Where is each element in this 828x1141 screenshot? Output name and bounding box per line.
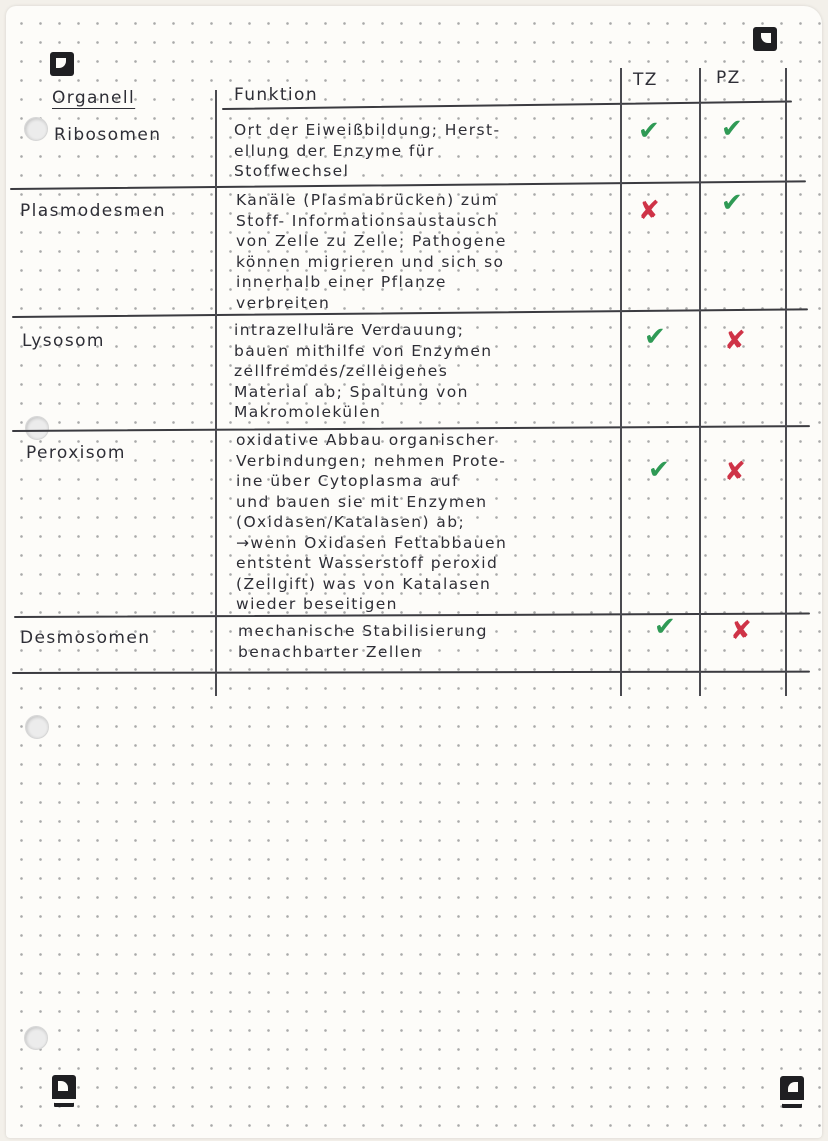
- check-icon: ✔: [654, 612, 676, 642]
- check-icon: ✔: [644, 322, 666, 352]
- cross-icon: ✘: [724, 457, 746, 487]
- cross-icon: ✘: [724, 326, 746, 356]
- column-header-tz: TZ: [633, 70, 658, 90]
- organelle-function: Ort der Eiweißbildung; Herst- ellung der Enzyme für Stoffwechsel: [234, 121, 501, 180]
- binder-hole-icon: [25, 416, 49, 440]
- organelle-function: oxidative Abbau organischer Verbindungen; nehmen Prote- ine über Cytoplasma auf und bauen sie mit Enzymen (Oxidasen/Katalasen) ab; →wenn Oxidasen Fettabbauen entstent Wasserstoff peroxid (Zellgift) was von Katalasen wieder beseitigen: [236, 431, 508, 613]
- corner-marker-icon: [50, 52, 74, 76]
- organelle-function: intrazelluläre Verdauung; bauen mithilfe von Enzymen zellfremdes/zelleigenes Material ab; Spaltung von Makromolekülen: [234, 321, 493, 421]
- check-icon: ✔: [648, 455, 670, 485]
- binder-hole-icon: [25, 715, 49, 739]
- column-header-function: Funktion: [234, 85, 319, 105]
- cross-icon: ✘: [730, 616, 752, 646]
- organelle-function: Kanäle (Plasmabrücken) zum Stoff- Informationsaustausch von Zelle zu Zelle; Pathogene können migrieren und sich so innerhalb einer Pflanze verbreiten: [236, 191, 507, 312]
- notebook-page: [6, 6, 822, 1138]
- column-header-organelle: Organell: [52, 88, 136, 108]
- corner-marker-icon: [753, 27, 777, 51]
- column-header-pz: PZ: [716, 68, 741, 88]
- column-divider: [699, 68, 701, 696]
- binder-hole-icon: [24, 117, 48, 141]
- organelle-name: Peroxisom: [26, 443, 126, 463]
- organelle-function: mechanische Stabilisierung benachbarter Zellen: [238, 622, 488, 661]
- column-divider: [785, 68, 787, 696]
- corner-marker-icon: [780, 1076, 804, 1104]
- column-divider: [215, 90, 217, 696]
- binder-hole-icon: [24, 1026, 48, 1050]
- cross-icon: ✘: [638, 196, 660, 226]
- organelle-name: Ribosomen: [54, 125, 162, 145]
- column-divider: [620, 68, 622, 696]
- row-divider: [12, 671, 810, 674]
- organelle-name: Lysosom: [22, 331, 105, 351]
- organelle-name: Plasmodesmen: [20, 201, 166, 221]
- row-divider: [10, 180, 806, 190]
- corner-marker-icon: [52, 1075, 76, 1103]
- check-icon: ✔: [721, 114, 743, 144]
- check-icon: ✔: [721, 188, 743, 218]
- check-icon: ✔: [638, 116, 660, 146]
- organelle-name: Desmosomen: [20, 628, 151, 648]
